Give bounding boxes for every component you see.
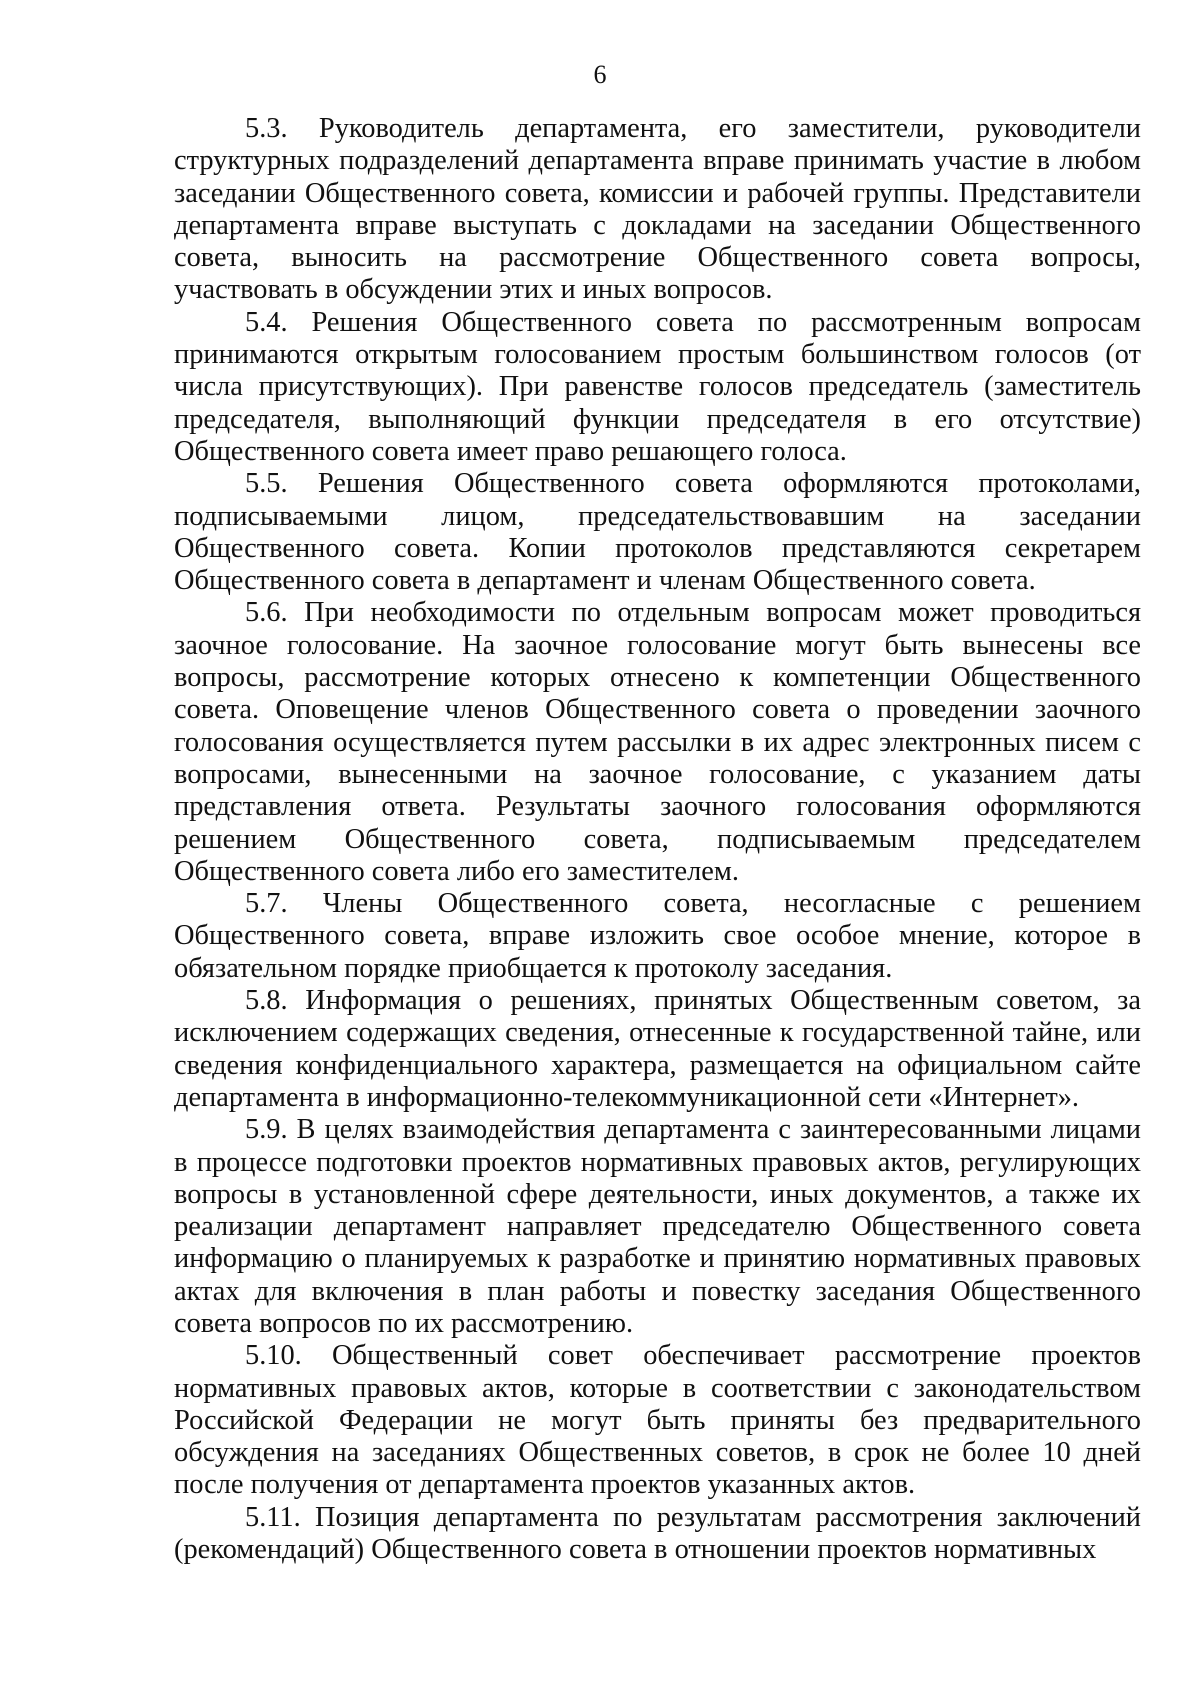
paragraph-5-11: 5.11. Позиция департамента по результатам рассмотрения заключений (рекомендаций) Общественного совета в отношении проектов нормативных [174,1501,1141,1566]
paragraph-5-3: 5.3. Руководитель департамента, его заместители, руководители структурных подразделений департамента вправе принимать участие в любом заседании Общественного совета, комиссии и рабочей группы. Представители департамента вправе выступать с докладами на заседании Общественного совета, выносить на рассмотрение Общественного совета вопросы, участвовать в обсуждении этих и иных вопросов. [174,113,1141,306]
paragraph-5-4: 5.4. Решения Общественного совета по рассмотренным вопросам принимаются открытым голосованием простым большинством голосов (от числа присутствующих). При равенстве голосов председатель (заместитель председателя, выполняющий функции председателя в его отсутствие) Общественного совета имеет право решающего голоса. [174,306,1141,467]
page-number: 6 [593,60,607,89]
paragraph-5-9: 5.9. В целях взаимодействия департамента с заинтересованными лицами в процессе подготовки проектов нормативных правовых актов, регулирующих вопросы в установленной сфере деятельности, иных документов, а также их реализации департамент направляет председателю Общественного совета информацию о планируемых к разработке и принятию нормативных правовых актах для включения в план работы и повестку заседания Общественного совета вопросов по их рассмотрению. [174,1114,1141,1339]
paragraph-5-10: 5.10. Общественный совет обеспечивает рассмотрение проектов нормативных правовых актов, которые в соответствии с законодательством Российской Федерации не могут быть приняты без предварительного обсуждения на заседаниях Общественных советов, в срок не более 10 дней после получения от департамента проектов указанных актов. [174,1340,1141,1501]
document-body [174,113,1141,1566]
paragraph-5-5: 5.5. Решения Общественного совета оформляются протоколами, подписываемыми лицом, председательствовавшим на заседании Общественного совета. Копии протоколов представляются секретарем Общественного совета в департамент и членам Общественного совета. [174,468,1141,597]
paragraph-5-8: 5.8. Информация о решениях, принятых Общественным советом, за исключением содержащих сведения, отнесенные к государственной тайне, или сведения конфиденциального характера, размещается на официальном сайте департамента в информационно-телекоммуникационной сети «Интернет». [174,985,1141,1113]
paragraph-5-7: 5.7. Члены Общественного совета, несогласные с решением Общественного совета, вправе изложить свое особое мнение, которое в обязательном порядке приобщается к протоколу заседания. [174,888,1141,984]
paragraph-5-6: 5.6. При необходимости по отдельным вопросам может проводиться заочное голосование. На заочное голосование могут быть вынесены все вопросы, рассмотрение которых отнесено к компетенции Общественного совета. Оповещение членов Общественного совета о проведении заочного голосования осуществляется путем рассылки в их адрес электронных писем с вопросами, вынесенными на заочное голосование, с указанием даты представления ответа. Результаты заочного голосования оформляются решением Общественного совета, подписываемым председателем Общественного совета либо его заместителем. [174,597,1141,887]
